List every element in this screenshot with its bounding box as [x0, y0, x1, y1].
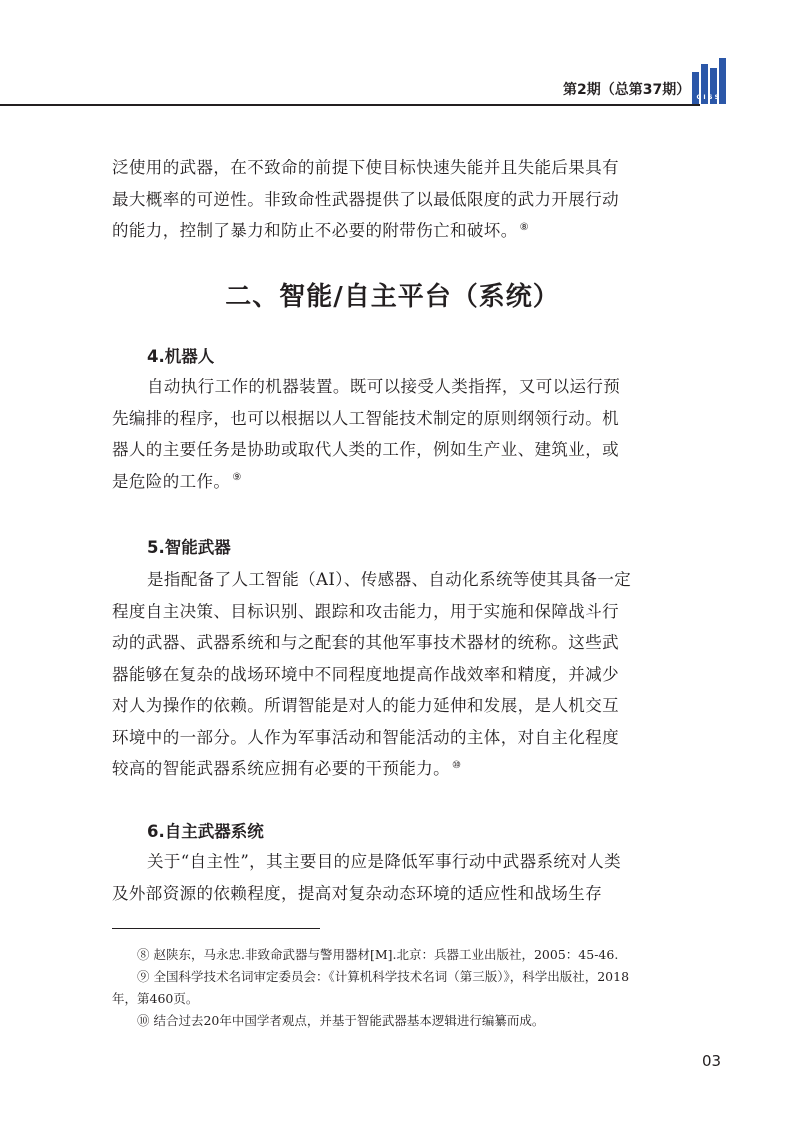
footnote-10: ⑩ 结合过去20年中国学者观点，并基于智能武器基本逻辑进行编纂而成。 [137, 1013, 545, 1028]
paragraph-continued [112, 152, 632, 247]
paragraph-smart-weapon [112, 564, 632, 785]
footnote-9: ⑨ 全国科学技术名词审定委员会：《计算机科学技术名词（第三版）》，科学出版社，2018年，第460页。 [112, 969, 630, 1006]
footnote-8: ⑧ 赵陕东，马永忠.非致命武器与警用器材[M].北京：兵器工业出版社，2005：45-46. [137, 947, 619, 962]
paragraph-continued-text: 泛使用的武器，在不致命的前提下使目标快速失能并且失能后果具有最大概率的可逆性。非致命性武器提供了以最低限度的武力开展行动的能力，控制了暴力和防止不必要的附带伤亡和破坏。 [112, 158, 619, 240]
subheading-smart-weapon: 5.智能武器 [147, 538, 231, 557]
note-marker-8: ⑧ [519, 221, 529, 233]
journal-logo [690, 58, 730, 104]
section-title: 二、智能/自主平台（系统） [225, 282, 560, 312]
note-marker-10: ⑩ [452, 759, 462, 771]
footnote-rule [112, 928, 320, 929]
paragraph-autonomous-weapon: 关于“自主性”，其主要目的应是降低军事行动中武器系统对人类及外部资源的依赖程度，提高对复杂动态环境的适应性和战场生存 [112, 852, 621, 903]
note-marker-9: ⑨ [232, 472, 242, 483]
paragraph-robot [112, 371, 632, 497]
page-number: 03 [702, 1052, 722, 1070]
subheading-robot: 4.机器人 [147, 347, 215, 366]
header-rule [0, 104, 700, 106]
subheading-autonomous-weapon: 6.自主武器系统 [147, 822, 264, 841]
journal-logo-text: CISS [696, 94, 722, 101]
paragraph-robot-text: 自动执行工作的机器装置。既可以接受人类指挥，又可以运行预先编排的程序，也可以根据以人工智能技术制定的原则纲领行动。机器人的主要任务是协助或取代人类的工作，例如生产业、建筑业，或是危险的工作。 [112, 377, 621, 491]
paragraph-smart-weapon-text: 是指配备了人工智能（AI）、传感器、自动化系统等使其具备一定程度自主决策、目标识别、跟踪和攻击能力，用于实施和保障战斗行动的武器、武器系统和与之配套的其他军事技术器材的统称。这些武器能够在复杂的战场环境中不同程度地提高作战效率和精度，并减少对人为操作的依赖。所谓智能是对人的能力延伸和发展，是人机交互环境中的一部分。人作为军事活动和智能活动的主体，对自主化程度较高的智能武器系统应拥有必要的干预能力。 [112, 570, 632, 778]
issue-label: 第2期（总第37期） [563, 82, 691, 98]
